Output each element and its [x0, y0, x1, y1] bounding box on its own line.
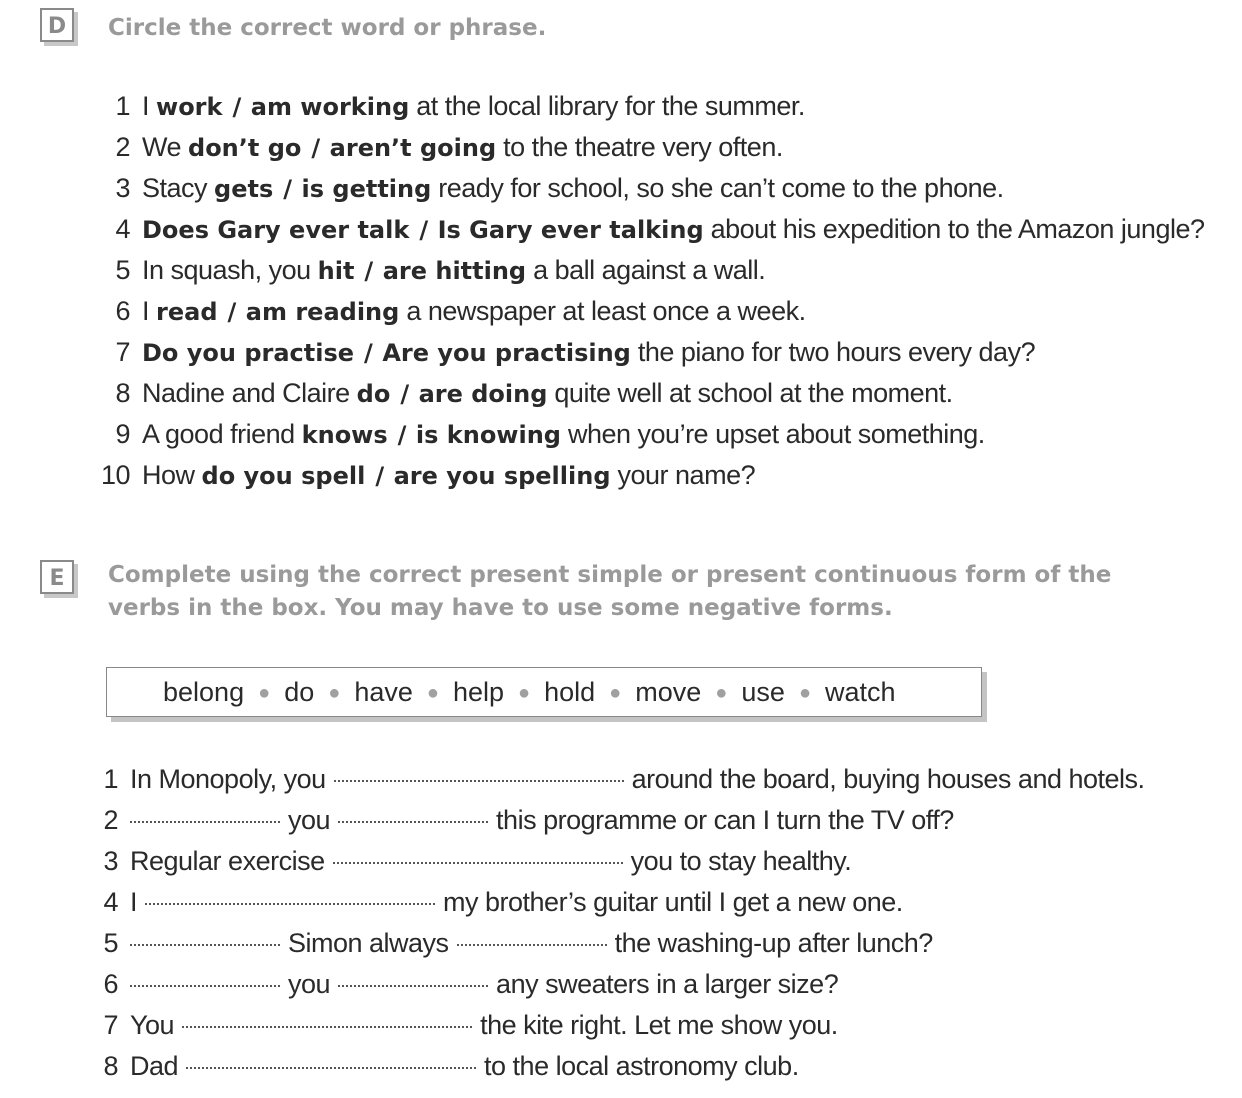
item-number: 5: [103, 928, 118, 958]
item-number: 7: [115, 337, 130, 367]
item-number: 2: [115, 132, 130, 162]
item-text-post: at the local library for the summer.: [409, 91, 805, 121]
option-2[interactable]: is knowing: [415, 421, 561, 449]
bullet-icon: ●: [715, 682, 728, 704]
item-text: Dad: [130, 1051, 179, 1081]
answer-blank[interactable]: [130, 985, 280, 987]
option-separator: /: [232, 93, 241, 121]
option-1[interactable]: do you spell: [201, 462, 366, 490]
item-number: 1: [103, 764, 118, 794]
bullet-icon: ●: [609, 682, 622, 704]
option-1[interactable]: gets: [214, 175, 274, 203]
list-item: [92, 841, 1145, 882]
item-number: 6: [115, 296, 130, 326]
item-number: 4: [103, 887, 118, 917]
item-text-pre: We: [142, 132, 189, 162]
section-d-list: [92, 86, 1205, 496]
answer-blank[interactable]: [130, 944, 280, 946]
item-text-pre: A good friend: [142, 419, 302, 449]
option-separator: /: [375, 462, 384, 490]
answer-blank[interactable]: [186, 1067, 476, 1069]
item-number: 10: [100, 460, 130, 490]
item-text-post: your name?: [610, 460, 756, 490]
section-e-list: [92, 759, 1145, 1087]
option-separator: /: [397, 421, 406, 449]
item-number: 1: [115, 91, 130, 121]
option-2[interactable]: are hitting: [382, 257, 527, 285]
option-2[interactable]: are you spelling: [393, 462, 611, 490]
item-text: In Monopoly, you: [130, 764, 326, 794]
verb-word: move: [635, 677, 702, 707]
option-separator: /: [400, 380, 409, 408]
item-text: You: [130, 1010, 175, 1040]
list-item: [92, 168, 1205, 209]
item-text-post: about his expedition to the Amazon jungle?: [703, 214, 1205, 244]
option-2[interactable]: is getting: [301, 175, 432, 203]
item-text: Regular exercise: [130, 846, 325, 876]
item-text-post: a newspaper at least once a week.: [399, 296, 806, 326]
answer-blank[interactable]: [457, 944, 607, 946]
item-number: 6: [103, 969, 118, 999]
option-1[interactable]: do: [356, 380, 391, 408]
option-1[interactable]: work: [156, 93, 223, 121]
option-1[interactable]: read: [156, 298, 218, 326]
item-text: the washing-up after lunch?: [614, 928, 933, 958]
item-number: 5: [115, 255, 130, 285]
list-item: [92, 923, 1145, 964]
item-text: you to stay healthy.: [630, 846, 852, 876]
item-text-post: to the theatre very often.: [496, 132, 783, 162]
section-e-instruction: [108, 559, 1111, 625]
item-text: any sweaters in a larger size?: [496, 969, 839, 999]
answer-blank[interactable]: [338, 821, 488, 823]
list-item: [92, 209, 1205, 250]
section-e-letter-box: E: [40, 560, 74, 594]
verb-word: have: [354, 677, 413, 707]
option-2[interactable]: Are you practising: [382, 339, 631, 367]
bullet-icon: ●: [798, 682, 812, 704]
option-separator: /: [364, 339, 373, 367]
answer-blank[interactable]: [182, 1026, 472, 1028]
list-item: [92, 759, 1145, 800]
item-text: to the local astronomy club.: [484, 1051, 799, 1081]
list-item: [92, 414, 1205, 455]
instruction-line-2: verbs in the box. You may have to use some negative forms.: [108, 595, 893, 621]
item-number: 4: [115, 214, 130, 244]
verb-box: [106, 667, 982, 717]
list-item: [92, 332, 1205, 373]
verb-word: help: [452, 677, 505, 707]
item-text-pre: How: [142, 460, 202, 490]
item-text-post: a ball against a wall.: [526, 255, 766, 285]
bullet-icon: ●: [258, 682, 271, 704]
item-text: this programme or can I turn the TV off?: [496, 805, 954, 835]
option-1[interactable]: hit: [317, 257, 355, 285]
option-separator: /: [419, 216, 428, 244]
option-1[interactable]: Does Gary ever talk: [142, 216, 410, 244]
option-2[interactable]: Is Gary ever talking: [437, 216, 704, 244]
option-2[interactable]: am working: [250, 93, 410, 121]
item-number: 3: [103, 846, 118, 876]
item-number: 3: [115, 173, 130, 203]
item-number: 8: [103, 1051, 118, 1081]
item-text-post: ready for school, so she can’t come to the phone.: [431, 173, 1004, 203]
option-2[interactable]: are doing: [418, 380, 548, 408]
option-separator: /: [283, 175, 292, 203]
list-item: [92, 1005, 1145, 1046]
answer-blank[interactable]: [338, 985, 488, 987]
instruction-line-1: Complete using the correct present simple or present continuous form of the: [108, 562, 1112, 588]
option-separator: /: [311, 134, 320, 162]
item-text: you: [288, 969, 331, 999]
item-text-post: the piano for two hours every day?: [630, 337, 1036, 367]
item-number: 2: [103, 805, 118, 835]
bullet-icon: ●: [328, 682, 341, 704]
section-d-instruction: Circle the correct word or phrase.: [108, 15, 547, 41]
list-item: [92, 250, 1205, 291]
section-d-letter-box: D: [40, 8, 74, 42]
item-number: 9: [115, 419, 130, 449]
verb-word: hold: [544, 677, 596, 707]
answer-blank[interactable]: [130, 821, 280, 823]
item-text-post: quite well at school at the moment.: [547, 378, 953, 408]
list-item: [92, 127, 1205, 168]
option-1[interactable]: don’t go: [188, 134, 302, 162]
list-item: [92, 964, 1145, 1005]
bullet-icon: ●: [426, 682, 439, 704]
item-number: 7: [103, 1010, 118, 1040]
item-text: around the board, buying houses and hotels.: [631, 764, 1145, 794]
answer-blank[interactable]: [333, 862, 623, 864]
item-text-pre: In squash, you: [142, 255, 318, 285]
item-text-pre: Stacy: [142, 173, 215, 203]
item-text: the kite right. Let me show you.: [480, 1010, 838, 1040]
item-text: Simon always: [288, 928, 449, 958]
item-number: 8: [115, 378, 130, 408]
list-item: [92, 291, 1205, 332]
item-text-pre: I: [142, 296, 157, 326]
verb-word: belong: [163, 677, 245, 707]
item-text-post: when you’re upset about something.: [560, 419, 985, 449]
list-item: [92, 800, 1145, 841]
bullet-icon: ●: [518, 682, 531, 704]
list-item: [92, 86, 1205, 127]
list-item: [92, 882, 1145, 923]
list-item: [92, 373, 1205, 414]
option-separator: /: [364, 257, 373, 285]
option-2[interactable]: am reading: [245, 298, 400, 326]
option-2[interactable]: aren’t going: [329, 134, 497, 162]
item-text-pre: I: [142, 91, 157, 121]
answer-blank[interactable]: [334, 780, 624, 782]
option-separator: /: [227, 298, 236, 326]
option-1[interactable]: knows: [301, 421, 388, 449]
item-text: I: [130, 887, 138, 917]
option-1[interactable]: Do you practise: [142, 339, 355, 367]
item-text-pre: Nadine and Claire: [142, 378, 357, 408]
answer-blank[interactable]: [145, 903, 435, 905]
item-text: you: [288, 805, 331, 835]
list-item: [92, 1046, 1145, 1087]
list-item: [92, 455, 1205, 496]
verb-word: watch: [825, 677, 896, 707]
verb-word: use: [741, 677, 785, 707]
verb-word: do: [284, 677, 315, 707]
item-text: my brother’s guitar until I get a new one.: [443, 887, 903, 917]
